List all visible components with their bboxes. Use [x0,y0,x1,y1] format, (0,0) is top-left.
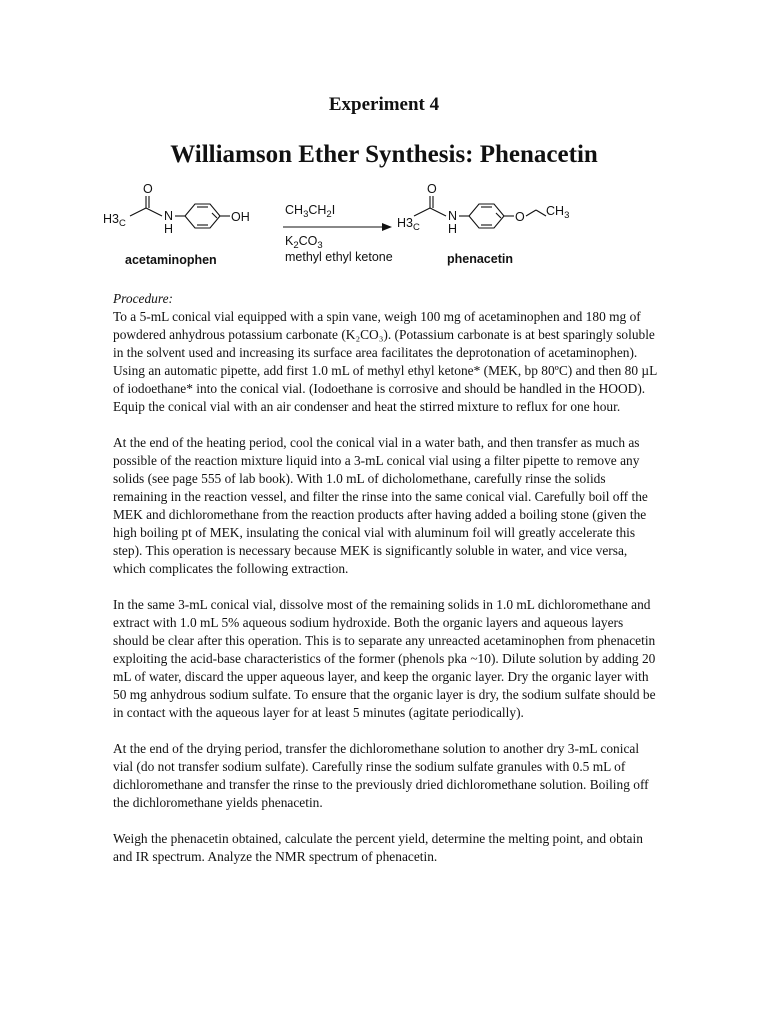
phenacetin-terminal-methyl: $CH_3$ [546,204,570,221]
page-title: Williamson Ether Synthesis: Phenacetin [170,141,598,168]
phenacetin-amide-hydrogen: H [448,222,458,236]
acetaminophen-carbonyl-oxygen: O [143,182,153,196]
phenacetin-ether-oxygen: O [515,210,525,224]
reaction-scheme [100,182,660,274]
acetaminophen-methyl-label: $H3_C$ [103,212,126,229]
reagent-iodoethane: $CH_3CH_2I$ [285,203,336,220]
procedure-section [113,290,658,884]
acetaminophen-hydroxyl: OH [231,210,250,224]
acetaminophen-amide-hydrogen: H [164,222,174,236]
procedure-paragraph-5: Weigh the phenacetin obtained, calculate the percent yield, determine the melting point, and obtain and IR spectrum. Analyze the NMR spectrum of phenacetin. [113,831,643,864]
procedure-paragraph-4: At the end of the drying period, transfer the dichloromethane solution to another dry 3-mL conical vial (do not transfer sodium sulfate). Carefully rinse the sodium sulfate granules with 0.5 mL of dichloromethane and transfer the rinse to the previously dried dichloromethane solution. Boiling off the dichloromethane yields phenacetin. [113,741,649,810]
arrow-head [382,223,392,231]
reactant-name: acetaminophen [125,253,217,267]
reagent-solvent: methyl ethyl ketone [285,250,393,264]
phenacetin-amide-nitrogen: N [448,209,458,223]
procedure-paragraph-1 [113,290,658,416]
reagent-potassium-carbonate: $K_2CO_3$ [285,234,323,251]
acetaminophen-amide-nitrogen: N [164,209,174,223]
phenacetin-carbonyl-oxygen: O [427,182,437,196]
procedure-label: Procedure: [113,291,173,306]
procedure-paragraph-3: In the same 3-mL conical vial, dissolve most of the remaining solids in 1.0 mL dichloromethane and extract with 1.0 mL 5% aqueous sodium hydroxide. Both the organic layers and aqueous layers should be clear after this operation. This is to separate any unreacted acetaminophen from phenacetin exploiting the acid-base characteristics of the former (phenols pka ~10). Dilute solution by adding 20 mL of water, discard the upper aqueous layer, and keep the organic layer. Dry the organic layer with 50 mg anhydrous sodium sulfate. To ensure that the organic layer is dry, the sodium sulfate should be in contact with the aqueous layer for at least 5 minutes (agitate periodically). [113,597,656,720]
product-name: phenacetin [447,252,513,266]
experiment-label: Experiment 4 [328,94,440,115]
procedure-paragraph-2: At the end of the heating period, cool the conical vial in a water bath, and then transfer as much as possible of the reaction mixture liquid into a 3-mL conical vial using a filter pipette to remove any solids (see page 555 of lab book). With 1.0 mL of dicholomethane, carefully rinse the solids remaining in the reaction vessel, and filter the rinse into the same conical vial. Carefully boil off the MEK and dichloromethane from the reaction products after having added a boiling stone (given the high boiling pt of MEK, insulating the conical vial with aluminum foil will greatly accelerate this step). This operation is necessary because MEK is significantly soluble in water, and vice versa, which complicates the following extraction. [113,435,648,576]
phenacetin-methyl-label: $H3_C$ [397,216,420,233]
paragraph-text: To a 5-mL conical vial equipped with a spin vane, weigh 100 mg of acetaminophen and 180 mg of powdered anhydrous potassium carbonate (K₂CO₃). (Potassium carbonate is at best sparingly soluble in the solvent used and increasing its surface area facilitates the deprotonation of acetaminophen). Using an automatic pipette, add first 1.0 mL of methyl ethyl ketone* (MEK, bp 80ºC) and then 80 µL of iodoethane* into the conical vial. (Iodoethane is corrosive and should be handled in the HOOD). Equip the conical vial with an air condenser and heat the stirred mixture to reflux for one hour. [113,309,657,414]
reaction-scheme-drawing [100,182,660,274]
